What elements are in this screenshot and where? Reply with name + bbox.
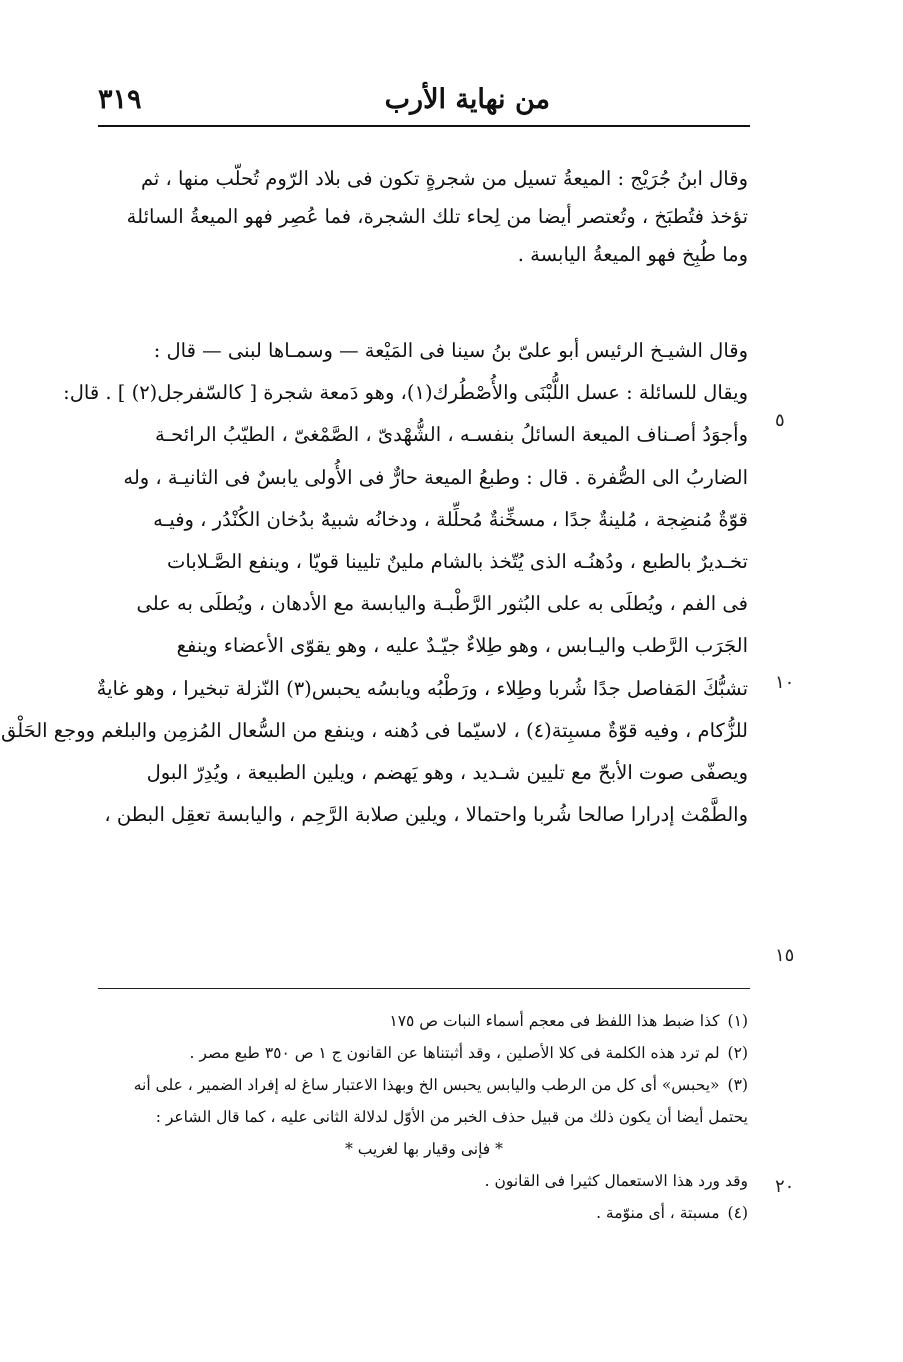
footnote-text: يحتمل أيضا أن يكون ذلك من قبيل حذف الخبر من الأوّل لدلالة الثانى عليه ، كما قال الشاعر :	[155, 1108, 748, 1126]
text-line: وقال الشيـخ الرئيس أبو علىّ بنُ سينا فى المَيْعة — وسمـاها لبنى — قال :	[153, 339, 748, 362]
running-title: من نهاية الأرب	[384, 84, 550, 115]
text-line: ويصفّى صوت الأبحّ مع تليين شـديد ، وهو يَهضم ، ويلين الطبيعة ، ويُدِرّ البول	[146, 760, 748, 784]
paragraph-1	[100, 160, 748, 274]
page-number: ٣١٩	[98, 84, 142, 115]
footnote-3-continuation	[100, 1101, 748, 1133]
footnote-text: وقد ورد هذا الاستعمال كثيرا فى القانون .	[484, 1172, 748, 1190]
footnote-number: (٤)	[727, 1204, 748, 1222]
line-number: ٥	[775, 410, 785, 431]
text-line: فى الفم ، ويُطلَى به على البُثور الرَّطْبـة واليابسة مع الأدهان ، ويُطلَى به على	[136, 592, 748, 616]
footnote-3	[100, 1069, 748, 1101]
footnote-text: مسبتة ، أى منوّمة .	[596, 1204, 720, 1222]
text-line: تشبُّكَ المَفاصل جدًا شُربا وطِلاء ، ورَطْبُه ويابسُه يحبس(٣) النّزلة تبخيرا ، وهو غايةٌ	[96, 676, 748, 700]
footnote-number: (٢)	[727, 1044, 748, 1062]
text-line: قوّةٌ مُنضِجة ، مُلينةٌ جدًا ، مسخِّنةٌ مُحلِّلة ، ودخانُه شبيهٌ بدُخان الكُنْدُر ، وفيـه	[153, 507, 748, 531]
footnotes	[100, 1005, 748, 1229]
text-line: والطَّمْث إدرارا صالحا شُربا واحتمالا ، ويلين صلابة الرَّحِم ، واليابسة تعقِل البطن ،	[104, 803, 748, 827]
footnote-3-closing	[100, 1165, 748, 1197]
text-line: الضاربُ الى الصُّفرة . قال : وطبعُ الميعة حارٌّ فى الأُولى يابسٌ فى الثانيـة ، وله	[123, 465, 748, 489]
footnote-rule	[98, 988, 750, 989]
footnote-text: لم ترد هذه الكلمة فى كلا الأصلين ، وقد أثبتناها عن القانون ج ١ ص ٣٥٠ طبع مصر .	[189, 1044, 720, 1062]
paragraph-2	[0, 330, 748, 836]
line-number: ١٠	[775, 672, 795, 693]
line-number: ١٥	[775, 945, 795, 966]
header-rule	[98, 125, 750, 127]
text-line: تؤخذ فتُطبَخ ، وتُعتصر أيضا من لِحاء تلك الشجرة، فما عُصِر فهو الميعةُ السائلة	[126, 205, 748, 228]
text-line: للزُّكام ، وفيه قوّةٌ مسبِتة(٤) ، لاسيّما فى دُهنه ، وينفع من السُّعال المُزمِن والبلغم ووجع الحَلْق	[0, 718, 748, 742]
text-line: وأجوَدُ أصـناف الميعة السائلُ بنفسـه ، الشُّهْدىّ ، الصَّمْغىّ ، الطيّبُ الرائحـة	[155, 423, 748, 447]
text-line: وما طُبِخ فهو الميعةُ اليابسة .	[517, 243, 748, 266]
footnote-4	[100, 1197, 748, 1229]
line-number: ٢٠	[775, 1176, 795, 1197]
text-line: ويقال للسائلة : عسل اللُّبْنَى والأُصْطُرك(١)، وهو دَمعة شجرة [ كالسّفرجل(٢) ] . قال:	[63, 381, 748, 405]
footnote-3-verse	[100, 1133, 748, 1165]
footnote-number: (١)	[727, 1012, 748, 1030]
footnote-text: «يحبس» أى كل من الرطب واليابس يحبس الخ وبهذا الاعتبار ساغ له إفراد الضمير ، على أنه	[133, 1076, 720, 1094]
footnote-1	[100, 1005, 748, 1037]
footnote-number: (٣)	[727, 1076, 748, 1094]
text-line: وقال ابنُ جُرَيْج : الميعةُ تسيل من شجرةٍ تكون فى بلاد الرّوم تُحلّب منها ، ثم	[140, 167, 748, 190]
footnote-2	[100, 1037, 748, 1069]
text-line: تخـديرٌ بالطبع ، ودُهنُـه الذى يُتّخذ بالشام ملينٌ تليينا قويّا ، وينفع الصَّـلابات	[166, 549, 748, 573]
running-header	[98, 78, 750, 124]
text-line: الجَرَب الرَّطب واليـابس ، وهو طِلاءٌ جيّـدٌ عليه ، وهو يقوّى الأعضاء وينفع	[176, 634, 748, 658]
footnote-text: كذا ضبط هذا اللفظ فى معجم أسماء النبات ص ١٧٥	[389, 1012, 720, 1030]
footnote-verse: * فإنى وقيار بها لغريب *	[345, 1140, 503, 1158]
